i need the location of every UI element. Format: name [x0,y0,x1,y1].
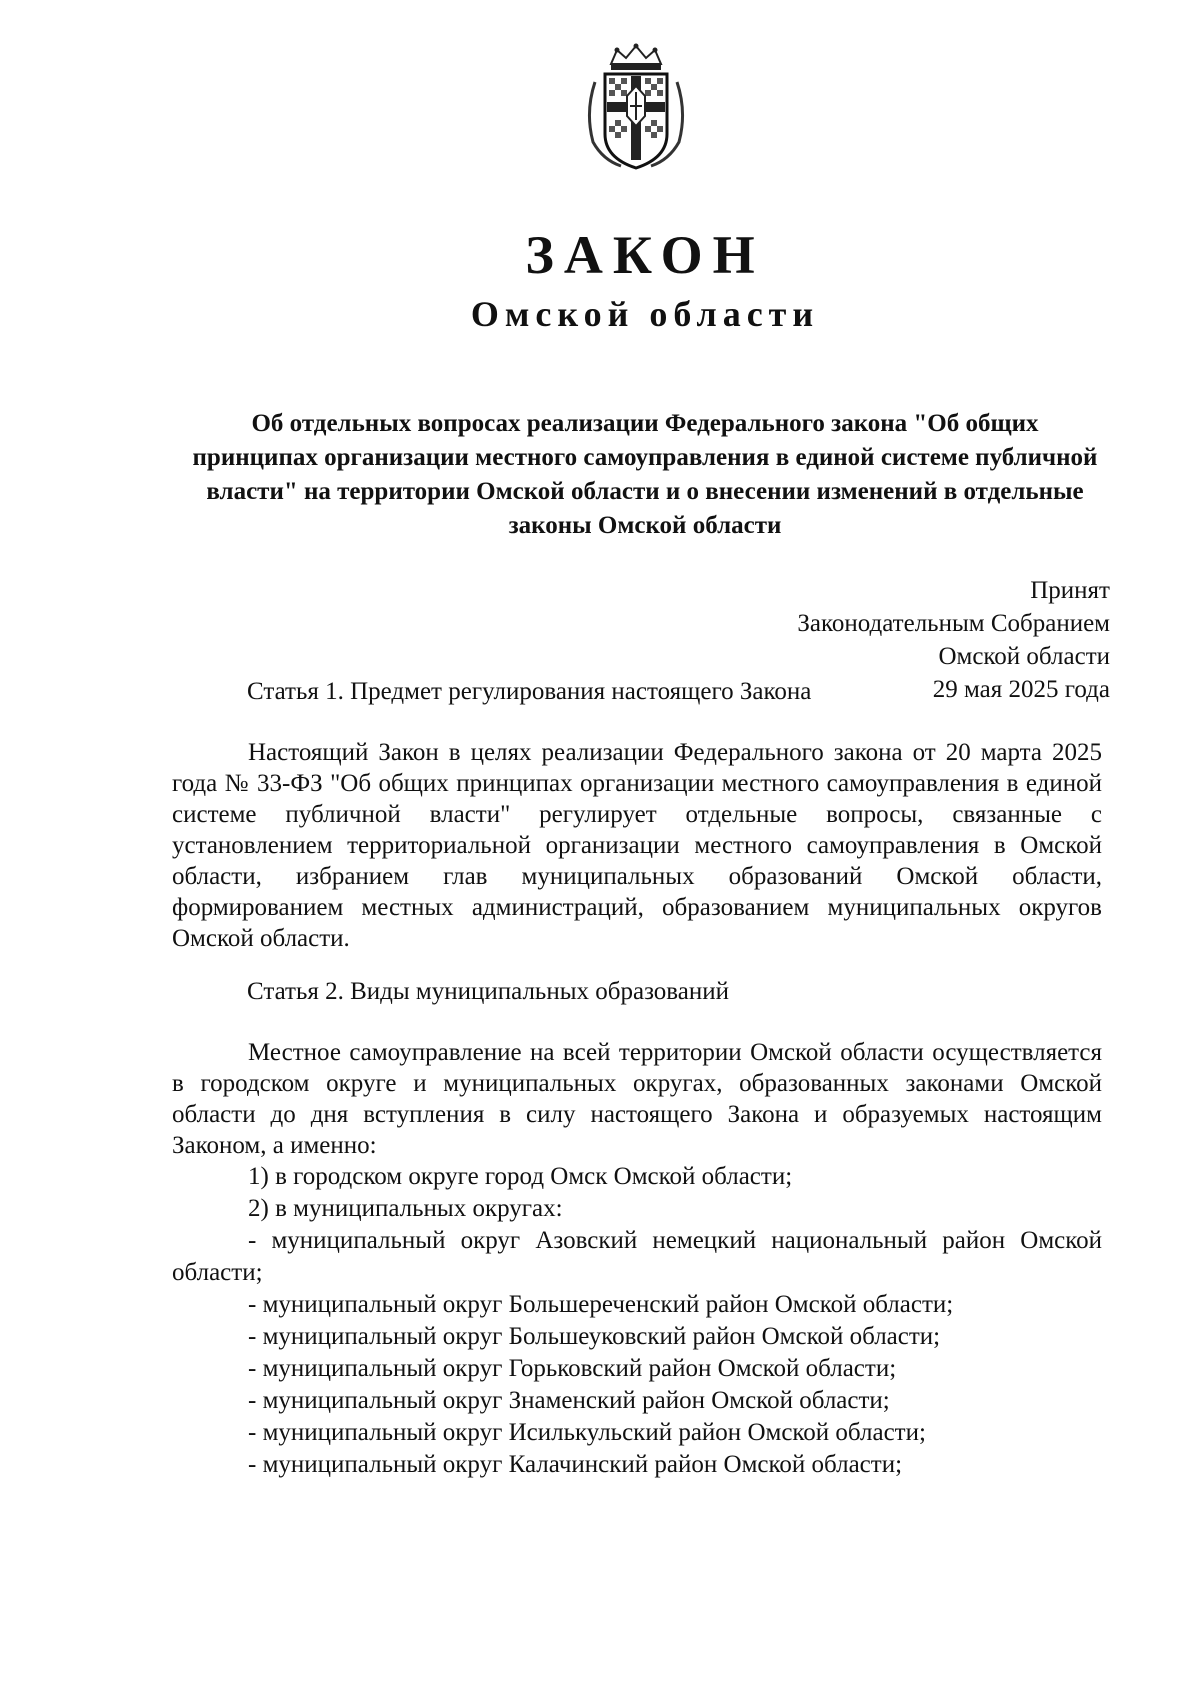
list-item: - муниципальный округ Большереченский район Омской области; [248,1291,954,1318]
article-2-text: Местное самоуправление на всей территории Омской области осуществляется в городском округе и муниципальных округах, образованных законами Омской области до дня вступления в силу настоящего Закона и образуемых настоящим Законом, а именно: [172,1039,1102,1159]
article-1-text: Настоящий Закон в целях реализации Федерального закона от 20 марта 2025 года № 33-ФЗ "Об общих принципах организации местного самоуправления в единой системе публичной власти" регулирует отдельные вопросы, связанные с установлением территориальной организации местного самоуправления в Омской области, избранием глав муниципальных образований Омской области, формированием местных администраций, образованием муниципальных округов Омской области. [172,739,1102,952]
adoption-block [797,574,1110,706]
list-item: 2) в муниципальных округах: [248,1195,563,1222]
coat-of-arms-icon [581,42,691,172]
list-item: 1) в городском округе город Омск Омской области; [248,1163,793,1190]
municipality-list [172,1161,1102,1481]
adoption-date: 29 мая 2025 года [932,676,1110,703]
document-title: ЗАКОН [525,225,765,285]
article-2-heading: Статья 2. Виды муниципальных образований [247,978,730,1005]
adoption-line: Законодательным Собранием [797,610,1110,637]
list-item: - муниципальный округ Большеуковский район Омской области; [248,1323,941,1350]
law-name: Об отдельных вопросах реализации Федерального закона "Об общих принципах организации местного самоуправления в единой системе публичной власти" на территории Омской области и о внесении изменений в отдельные законы Омской области [192,410,1098,539]
list-item: - муниципальный округ Азовский немецкий национальный район Омской области; [172,1227,1102,1286]
list-item: - муниципальный округ Калачинский район Омской области; [248,1451,903,1478]
adoption-line: Принят [1030,577,1110,604]
list-item: - муниципальный округ Горьковский район Омской области; [248,1355,897,1382]
list-item: - муниципальный округ Знаменский район Омской области; [248,1387,890,1414]
list-item: - муниципальный округ Исилькульский район Омской области; [248,1419,926,1446]
document-subtitle: Омской области [470,294,820,334]
article-1-heading: Статья 1. Предмет регулирования настоящего Закона [247,678,812,705]
adoption-line: Омской области [938,643,1110,670]
